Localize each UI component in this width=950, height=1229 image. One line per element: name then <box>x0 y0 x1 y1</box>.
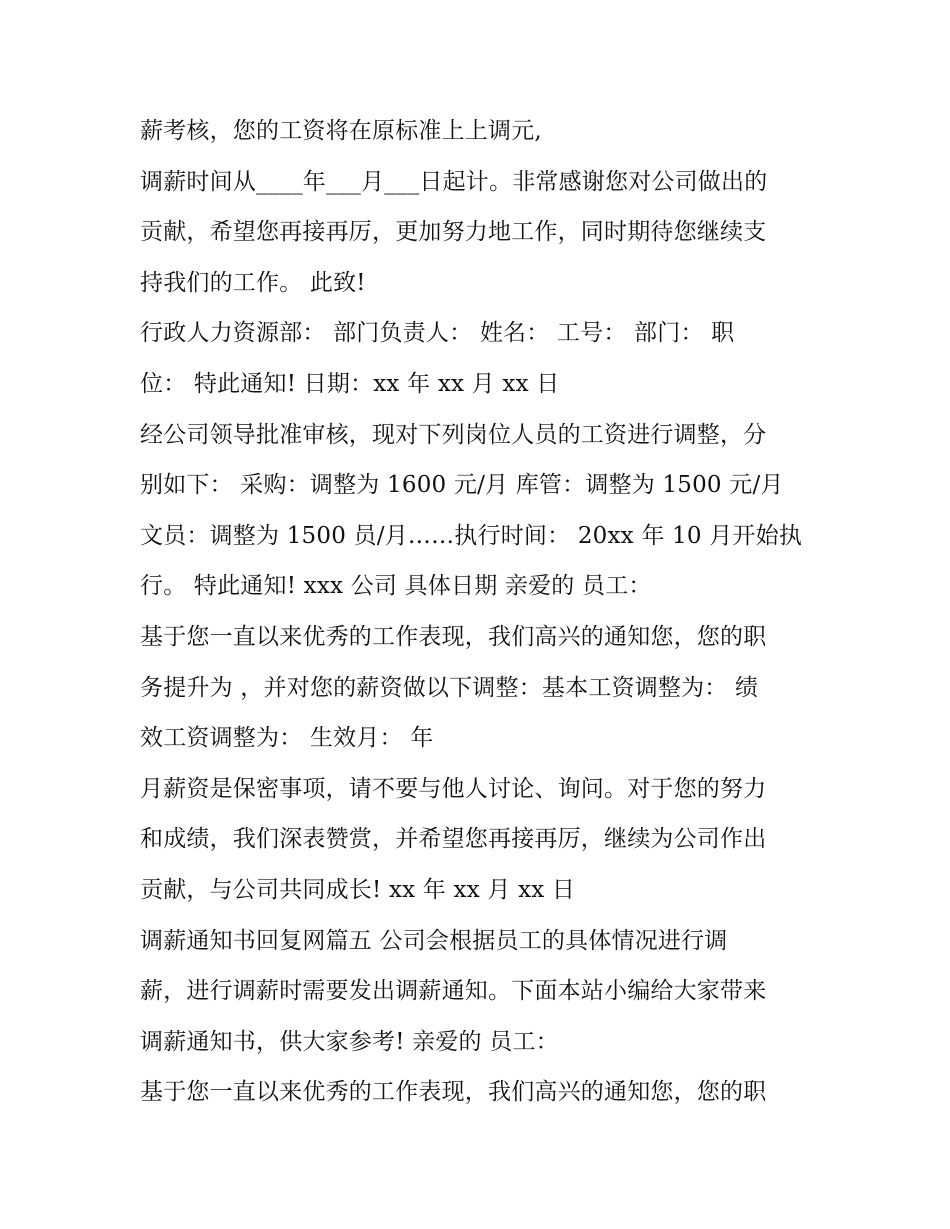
text-line: 位： 特此通知! 日期：xx 年 xx 月 xx 日 <box>140 370 560 397</box>
text-line: 务提升为 ，并对您的薪资做以下调整：基本工资调整为： 绩 <box>140 674 759 701</box>
text-line: 调薪时间从____年___月___日起计。非常感谢您对公司做出的 <box>140 168 768 195</box>
text-line: 月薪资是保密事项，请不要与他人讨论、询问。对于您的努力 <box>140 775 767 802</box>
text-line: 经公司领导批准审核，现对下列岗位人员的工资进行调整，分 <box>140 421 767 448</box>
text-line: 行政人力资源部： 部门负责人： 姓名： 工号： 部门： 职 <box>140 320 735 347</box>
text-line: 和成绩，我们深表赞赏，并希望您再接再厉，继续为公司作出 <box>140 826 767 853</box>
text-line: 文员：调整为 1500 员/月……执行时间： 20xx 年 10 月开始执 <box>140 522 803 549</box>
text-line: 行。 特此通知! xxx 公司 具体日期 亲爱的 员工： <box>140 573 652 600</box>
text-line: 基于您一直以来优秀的工作表现，我们高兴的通知您，您的职 <box>140 623 767 650</box>
text-line: 贡献，希望您再接再厉，更加努力地工作，同时期待您继续支 <box>140 219 767 246</box>
text-line: 贡献，与公司共同成长! xx 年 xx 月 xx 日 <box>140 876 576 903</box>
text-line: 持我们的工作。 此致! <box>140 269 366 296</box>
text-line: 调薪通知书，供大家参考! 亲爱的 员工： <box>140 1028 559 1055</box>
text-line: 薪，进行调薪时需要发出调薪通知。下面本站小编给大家带来 <box>140 978 767 1005</box>
text-line: 调薪通知书回复网篇五 公司会根据员工的具体情况进行调 <box>140 927 728 954</box>
document-body <box>140 106 830 1118</box>
text-line: 别如下： 采购：调整为 1600 元/月 库管：调整为 1500 元/月 <box>140 472 784 499</box>
text-line: 效工资调整为： 生效月： 年 <box>140 725 434 752</box>
text-line: 基于您一直以来优秀的工作表现，我们高兴的通知您，您的职 <box>140 1079 767 1106</box>
text-line: 薪考核，您的工资将在原标准上上调元, <box>140 118 542 144</box>
